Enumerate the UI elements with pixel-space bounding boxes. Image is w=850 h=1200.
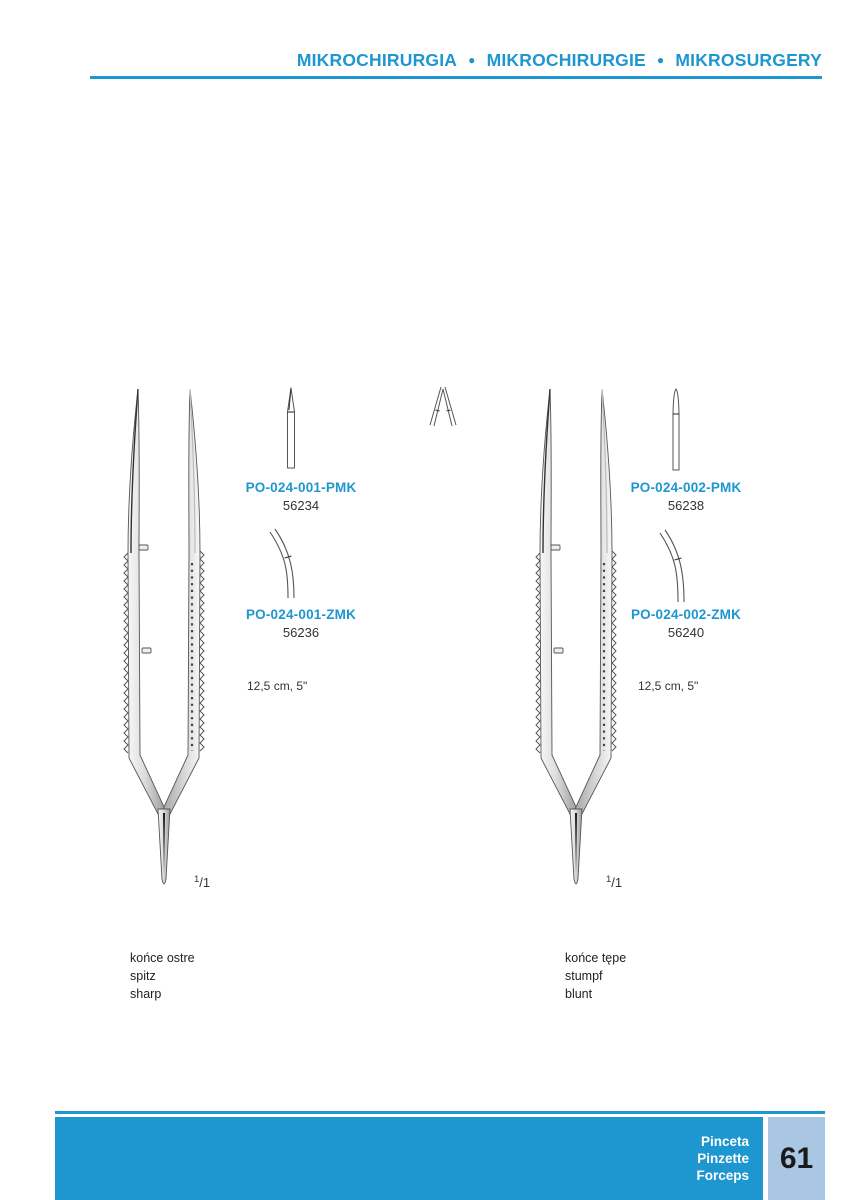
footer-rule (55, 1111, 825, 1114)
description-line-pl: końce ostre (130, 951, 195, 965)
bullet-separator-icon: ● (656, 53, 665, 67)
description-line-pl: końce tępe (565, 951, 627, 965)
tip-detail-open-view (421, 383, 465, 429)
product-code: PO-024-001-PMK (245, 480, 357, 495)
tip-detail-straight-blunt (666, 386, 686, 472)
product-description (565, 949, 626, 1003)
product-block (624, 480, 748, 513)
page-header (90, 50, 822, 79)
footer-category-pl: Pinceta (700, 1134, 749, 1149)
tip-detail-curved-sharp (260, 526, 302, 600)
tip-detail-curved-blunt (650, 526, 692, 604)
product-block (239, 607, 363, 640)
catalog-number: 56240 (667, 625, 705, 640)
header-title-de: MIKROCHIRURGIE (486, 50, 646, 70)
product-code: PO-024-002-ZMK (630, 607, 742, 622)
scale-label: $^1$/1 (606, 874, 623, 890)
tip-detail-straight-sharp (281, 386, 301, 470)
header-title-en: MIKROSURGERY (675, 50, 822, 70)
description-line-de: stumpf (565, 969, 603, 983)
product-code: PO-024-002-PMK (630, 480, 742, 495)
description-line-de: spitz (130, 969, 156, 983)
description-line-en: sharp (130, 987, 162, 1001)
product-block (239, 480, 363, 513)
forceps-illustration-sharp (112, 383, 222, 893)
page-number-box (768, 1117, 825, 1200)
product-block (624, 607, 748, 640)
size-label: 12,5 cm, 5" (247, 679, 308, 693)
size-label: 12,5 cm, 5" (638, 679, 699, 693)
footer-category-en: Forceps (696, 1168, 749, 1183)
scale-label: $^1$/1 (194, 874, 211, 890)
description-line-en: blunt (565, 987, 593, 1001)
footer-category-de: Pinzette (697, 1151, 749, 1166)
catalog-number: 56236 (282, 625, 320, 640)
product-description (130, 949, 195, 1003)
product-code: PO-024-001-ZMK (245, 607, 357, 622)
footer-category-bar (55, 1117, 763, 1200)
catalog-number: 56238 (667, 498, 705, 513)
header-title-pl: MIKROCHIRURGIA (296, 50, 458, 70)
bullet-separator-icon: ● (468, 53, 476, 67)
catalog-number: 56234 (282, 498, 320, 513)
forceps-illustration-blunt (524, 383, 634, 893)
page-number: 61 (779, 1141, 814, 1175)
